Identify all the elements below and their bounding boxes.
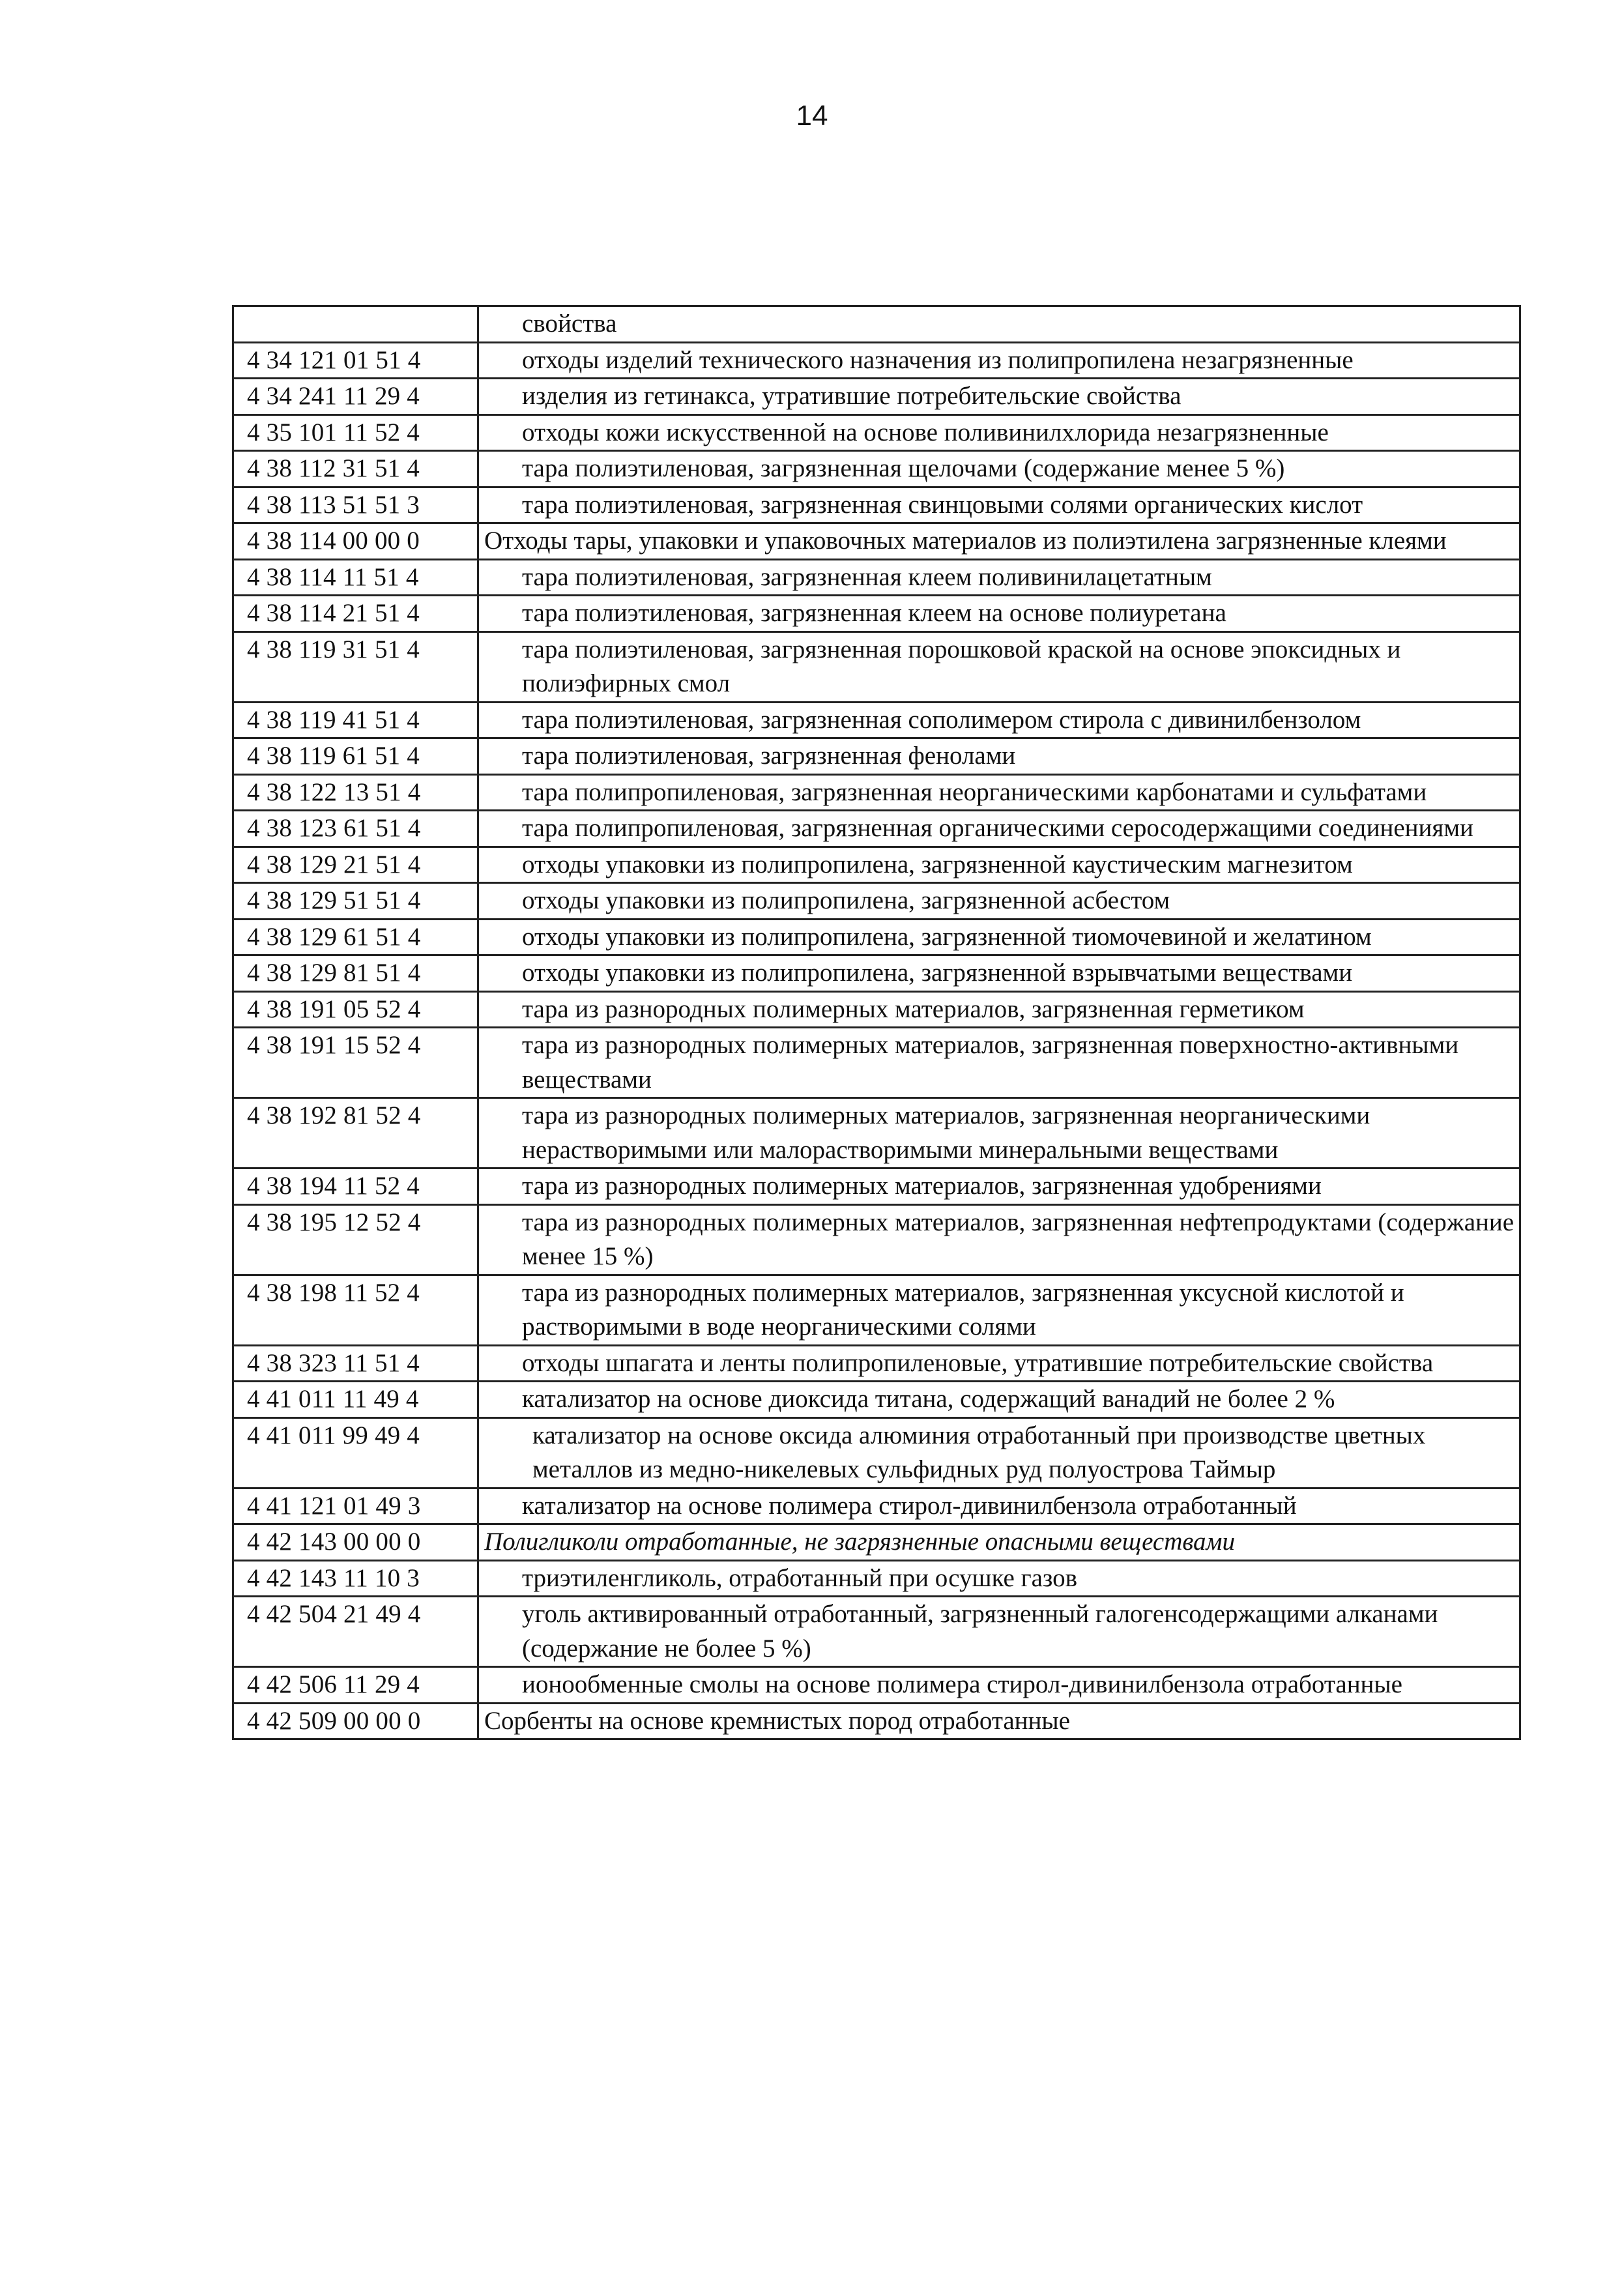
waste-code-cell: 4 38 123 61 51 4 — [233, 811, 478, 847]
waste-description-cell: отходы упаковки из полипропилена, загрязненной взрывчатыми веществами — [478, 955, 1520, 992]
table-row — [233, 523, 1520, 560]
table-row — [233, 306, 1520, 343]
waste-code-cell: 4 38 113 51 51 3 — [233, 487, 478, 523]
waste-code-cell: 4 38 194 11 52 4 — [233, 1169, 478, 1205]
table-row — [233, 1703, 1520, 1739]
table-row — [233, 1098, 1520, 1169]
waste-description-cell: тара полиэтиленовая, загрязненная порошковой краской на основе эпоксидных и полиэфирных смол — [478, 632, 1520, 702]
waste-description-cell: тара полиэтиленовая, загрязненная клеем на основе полиуретана — [478, 596, 1520, 632]
table-row — [233, 811, 1520, 847]
waste-description-cell: Отходы тары, упаковки и упаковочных материалов из полиэтилена загрязненные клеями — [478, 523, 1520, 560]
table-row — [233, 883, 1520, 920]
table-row — [233, 414, 1520, 451]
waste-code-cell: 4 38 119 61 51 4 — [233, 738, 478, 775]
waste-code-cell: 4 38 323 11 51 4 — [233, 1345, 478, 1382]
table-row — [233, 1560, 1520, 1597]
waste-description-cell: тара из разнородных полимерных материалов, загрязненная герметиком — [478, 991, 1520, 1028]
waste-description-cell: катализатор на основе полимера стирол-дивинилбензола отработанный — [478, 1488, 1520, 1524]
waste-code-cell: 4 38 114 21 51 4 — [233, 596, 478, 632]
waste-description-cell: отходы упаковки из полипропилена, загрязненной асбестом — [478, 883, 1520, 920]
waste-code-cell: 4 34 121 01 51 4 — [233, 342, 478, 379]
waste-description-cell: отходы упаковки из полипропилена, загрязненной тиомочевиной и желатином — [478, 919, 1520, 955]
waste-description-cell: катализатор на основе оксида алюминия отработанный при производстве цветных металлов из медно-никелевых сульфидных руд полуострова Таймыр — [478, 1417, 1520, 1488]
waste-description-cell: тара из разнородных полимерных материалов, загрязненная поверхностно-активными веществами — [478, 1028, 1520, 1098]
table-row — [233, 1524, 1520, 1561]
table-body — [233, 306, 1520, 1739]
waste-description-cell: тара полиэтиленовая, загрязненная фенолами — [478, 738, 1520, 775]
table-row — [233, 1028, 1520, 1098]
waste-description-cell: тара из разнородных полимерных материалов, загрязненная уксусной кислотой и растворимыми в воде неорганическими солями — [478, 1275, 1520, 1345]
page-number: 14 — [796, 100, 828, 132]
waste-description-cell: уголь активированный отработанный, загрязненный галогенсодержащими алканами (содержание не более 5 %) — [478, 1597, 1520, 1667]
waste-description-cell: тара полипропиленовая, загрязненная неорганическими карбонатами и сульфатами — [478, 774, 1520, 811]
waste-code-cell: 4 42 143 00 00 0 — [233, 1524, 478, 1561]
waste-description-cell: тара полиэтиленовая, загрязненная свинцовыми солями органических кислот — [478, 487, 1520, 523]
table-row — [233, 559, 1520, 596]
waste-description-cell: отходы упаковки из полипропилена, загрязненной каустическим магнезитом — [478, 847, 1520, 883]
waste-description-cell: тара из разнородных полимерных материалов, загрязненная нефтепродуктами (содержание менее 15 %) — [478, 1204, 1520, 1275]
table-row — [233, 1345, 1520, 1382]
waste-description-cell: Сорбенты на основе кремнистых пород отработанные — [478, 1703, 1520, 1739]
waste-code-cell: 4 42 504 21 49 4 — [233, 1597, 478, 1667]
waste-code-cell: 4 38 191 15 52 4 — [233, 1028, 478, 1098]
waste-description-cell: отходы шпагата и ленты полипропиленовые, утратившие потребительские свойства — [478, 1345, 1520, 1382]
waste-description-cell: тара из разнородных полимерных материалов, загрязненная неорганическими нерастворимыми или малорастворимыми минеральными веществами — [478, 1098, 1520, 1169]
waste-code-cell: 4 38 114 11 51 4 — [233, 559, 478, 596]
table-row — [233, 1597, 1520, 1667]
waste-code-cell: 4 38 112 31 51 4 — [233, 451, 478, 487]
waste-description-cell: свойства — [478, 306, 1520, 343]
waste-code-cell: 4 41 011 11 49 4 — [233, 1382, 478, 1418]
waste-description-cell: триэтиленгликоль, отработанный при осушке газов — [478, 1560, 1520, 1597]
waste-description-cell: тара полипропиленовая, загрязненная органическими серосодержащими соединениями — [478, 811, 1520, 847]
table-row — [233, 1382, 1520, 1418]
waste-code-cell: 4 38 122 13 51 4 — [233, 774, 478, 811]
waste-description-cell: отходы изделий технического назначения из полипропилена незагрязненные — [478, 342, 1520, 379]
waste-description-cell: тара из разнородных полимерных материалов, загрязненная удобрениями — [478, 1169, 1520, 1205]
waste-code-cell: 4 34 241 11 29 4 — [233, 379, 478, 415]
table-row — [233, 342, 1520, 379]
waste-code-cell: 4 38 129 21 51 4 — [233, 847, 478, 883]
table-row — [233, 1275, 1520, 1345]
waste-code-cell: 4 38 198 11 52 4 — [233, 1275, 478, 1345]
waste-code-cell: 4 38 129 81 51 4 — [233, 955, 478, 992]
waste-code-cell: 4 38 195 12 52 4 — [233, 1204, 478, 1275]
table-row — [233, 991, 1520, 1028]
waste-code-cell: 4 35 101 11 52 4 — [233, 414, 478, 451]
table-row — [233, 596, 1520, 632]
waste-description-cell: изделия из гетинакса, утратившие потребительские свойства — [478, 379, 1520, 415]
waste-description-cell: катализатор на основе диоксида титана, содержащий ванадий не более 2 % — [478, 1382, 1520, 1418]
waste-code-cell: 4 38 192 81 52 4 — [233, 1098, 478, 1169]
waste-description-cell: тара полиэтиленовая, загрязненная клеем поливинилацетатным — [478, 559, 1520, 596]
table-row — [233, 738, 1520, 775]
waste-description-cell: Полигликоли отработанные, не загрязненные опасными веществами — [478, 1524, 1520, 1561]
waste-description-cell: ионообменные смолы на основе полимера стирол-дивинилбензола отработанные — [478, 1667, 1520, 1704]
table-row — [233, 1488, 1520, 1524]
waste-code-cell: 4 42 143 11 10 3 — [233, 1560, 478, 1597]
table-row — [233, 451, 1520, 487]
waste-code-cell: 4 38 129 51 51 4 — [233, 883, 478, 920]
table-row — [233, 1169, 1520, 1205]
waste-code-cell: 4 42 506 11 29 4 — [233, 1667, 478, 1704]
table-row — [233, 1667, 1520, 1704]
table-row — [233, 1204, 1520, 1275]
table-row — [233, 955, 1520, 992]
waste-code-cell: 4 38 119 41 51 4 — [233, 702, 478, 738]
waste-code-cell: 4 42 509 00 00 0 — [233, 1703, 478, 1739]
waste-code-cell: 4 38 191 05 52 4 — [233, 991, 478, 1028]
table-row — [233, 919, 1520, 955]
waste-description-cell: тара полиэтиленовая, загрязненная сополимером стирола с дивинилбензолом — [478, 702, 1520, 738]
table-row — [233, 379, 1520, 415]
table-row — [233, 774, 1520, 811]
waste-code-cell: 4 41 121 01 49 3 — [233, 1488, 478, 1524]
table-row — [233, 1417, 1520, 1488]
waste-code-cell: 4 41 011 99 49 4 — [233, 1417, 478, 1488]
waste-code-cell: 4 38 129 61 51 4 — [233, 919, 478, 955]
table-row — [233, 487, 1520, 523]
table-row — [233, 702, 1520, 738]
table-row — [233, 847, 1520, 883]
waste-code-cell: 4 38 119 31 51 4 — [233, 632, 478, 702]
waste-description-cell: отходы кожи искусственной на основе поливинилхлорида незагрязненные — [478, 414, 1520, 451]
table-row — [233, 632, 1520, 702]
waste-description-cell: тара полиэтиленовая, загрязненная щелочами (содержание менее 5 %) — [478, 451, 1520, 487]
waste-code-cell: 4 38 114 00 00 0 — [233, 523, 478, 560]
waste-code-cell — [233, 306, 478, 343]
waste-classification-table — [232, 305, 1521, 1740]
